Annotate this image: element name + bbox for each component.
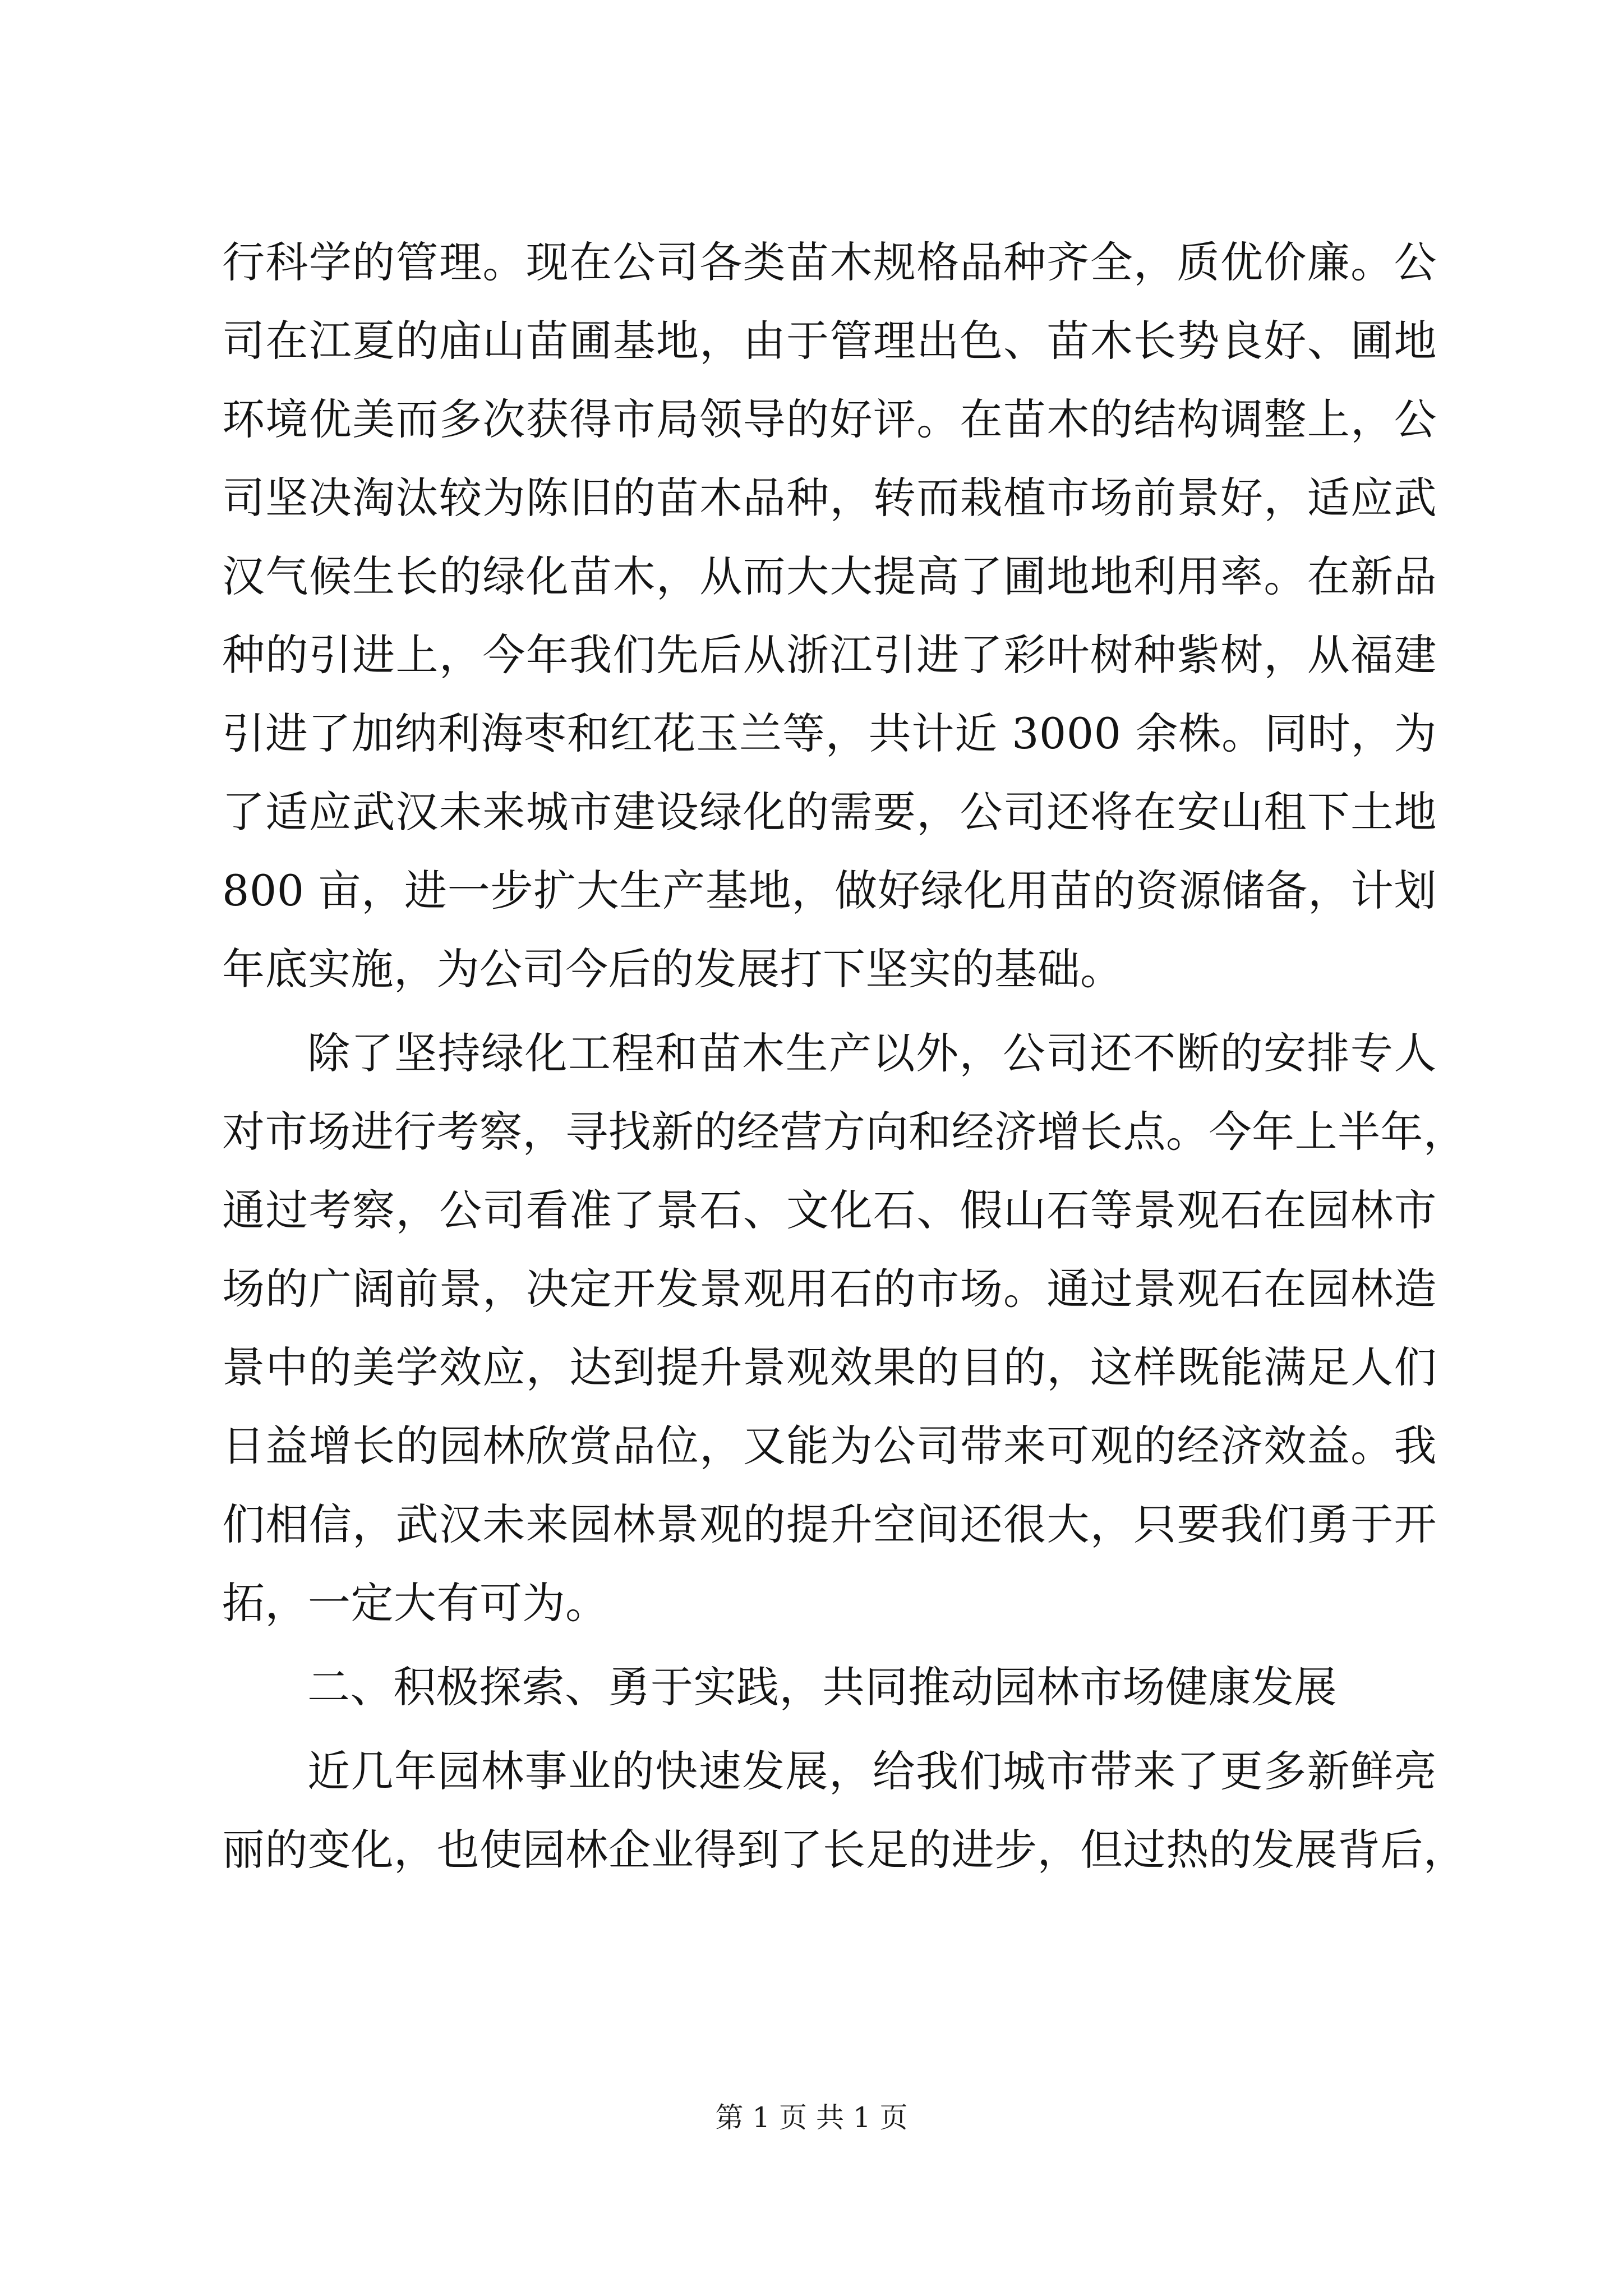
text-line: 年底实施，为公司今后的发展打下坚实的基础。 [222, 944, 1123, 994]
text-line: 除了坚持绿化工程和苗木生产以外，公司还不断的安排专人 [307, 1028, 1437, 1078]
text-line: 汉气候生长的绿化苗木，从而大大提高了圃地地利用率。在新品 [222, 551, 1437, 601]
text-line: 丽的变化，也使园林企业得到了长足的进步，但过热的发展背后， [222, 1825, 1467, 1875]
text-line: 通过考察，公司看准了景石、文化石、假山石等景观石在园林市 [222, 1185, 1437, 1235]
text-line: 环境优美而多次获得市局领导的好评。在苗木的结构调整上，公 [222, 394, 1437, 444]
text-line: 对市场进行考察，寻找新的经营方向和经济增长点。今年上半年， [222, 1107, 1467, 1157]
text-line: 场的广阔前景，决定开发景观用石的市场。通过景观石在园林造 [222, 1264, 1437, 1314]
text-line: 行科学的管理。现在公司各类苗木规格品种齐全，质优价廉。公 [222, 237, 1437, 287]
text-line: 近几年园林事业的快速发展，给我们城市带来了更多新鲜亮 [307, 1746, 1437, 1796]
text-line: 日益增长的园林欣赏品位，又能为公司带来可观的经济效益。我 [222, 1421, 1437, 1471]
text-line: 们相信，武汉未来园林景观的提升空间还很大，只要我们勇于开 [222, 1499, 1437, 1549]
section-heading: 二、积极探索、勇于实践，共同推动园林市场健康发展 [307, 1662, 1337, 1712]
text-line: 种的引进上，今年我们先后从浙江引进了彩叶树种紫树，从福建 [222, 630, 1437, 680]
text-line: 司坚决淘汰较为陈旧的苗木品种，转而栽植市场前景好，适应武 [222, 473, 1437, 523]
text-line: 引进了加纳利海枣和红花玉兰等，共计近 3000 余株。同时，为 [222, 708, 1437, 758]
text-line: 拓，一定大有可为。 [222, 1578, 608, 1628]
text-line: 800 亩，进一步扩大生产基地，做好绿化用苗的资源储备，计划 [222, 866, 1437, 915]
page-number-footer: 第 1 页 共 1 页 [715, 2101, 908, 2134]
text-line: 司在江夏的庙山苗圃基地，由于管理出色、苗木长势良好、圃地 [222, 316, 1437, 366]
document-body [222, 223, 1467, 1889]
text-line: 景中的美学效应，达到提升景观效果的目的，这样既能满足人们 [222, 1342, 1437, 1392]
text-line: 了适应武汉未来城市建设绿化的需要，公司还将在安山租下土地 [222, 787, 1437, 837]
